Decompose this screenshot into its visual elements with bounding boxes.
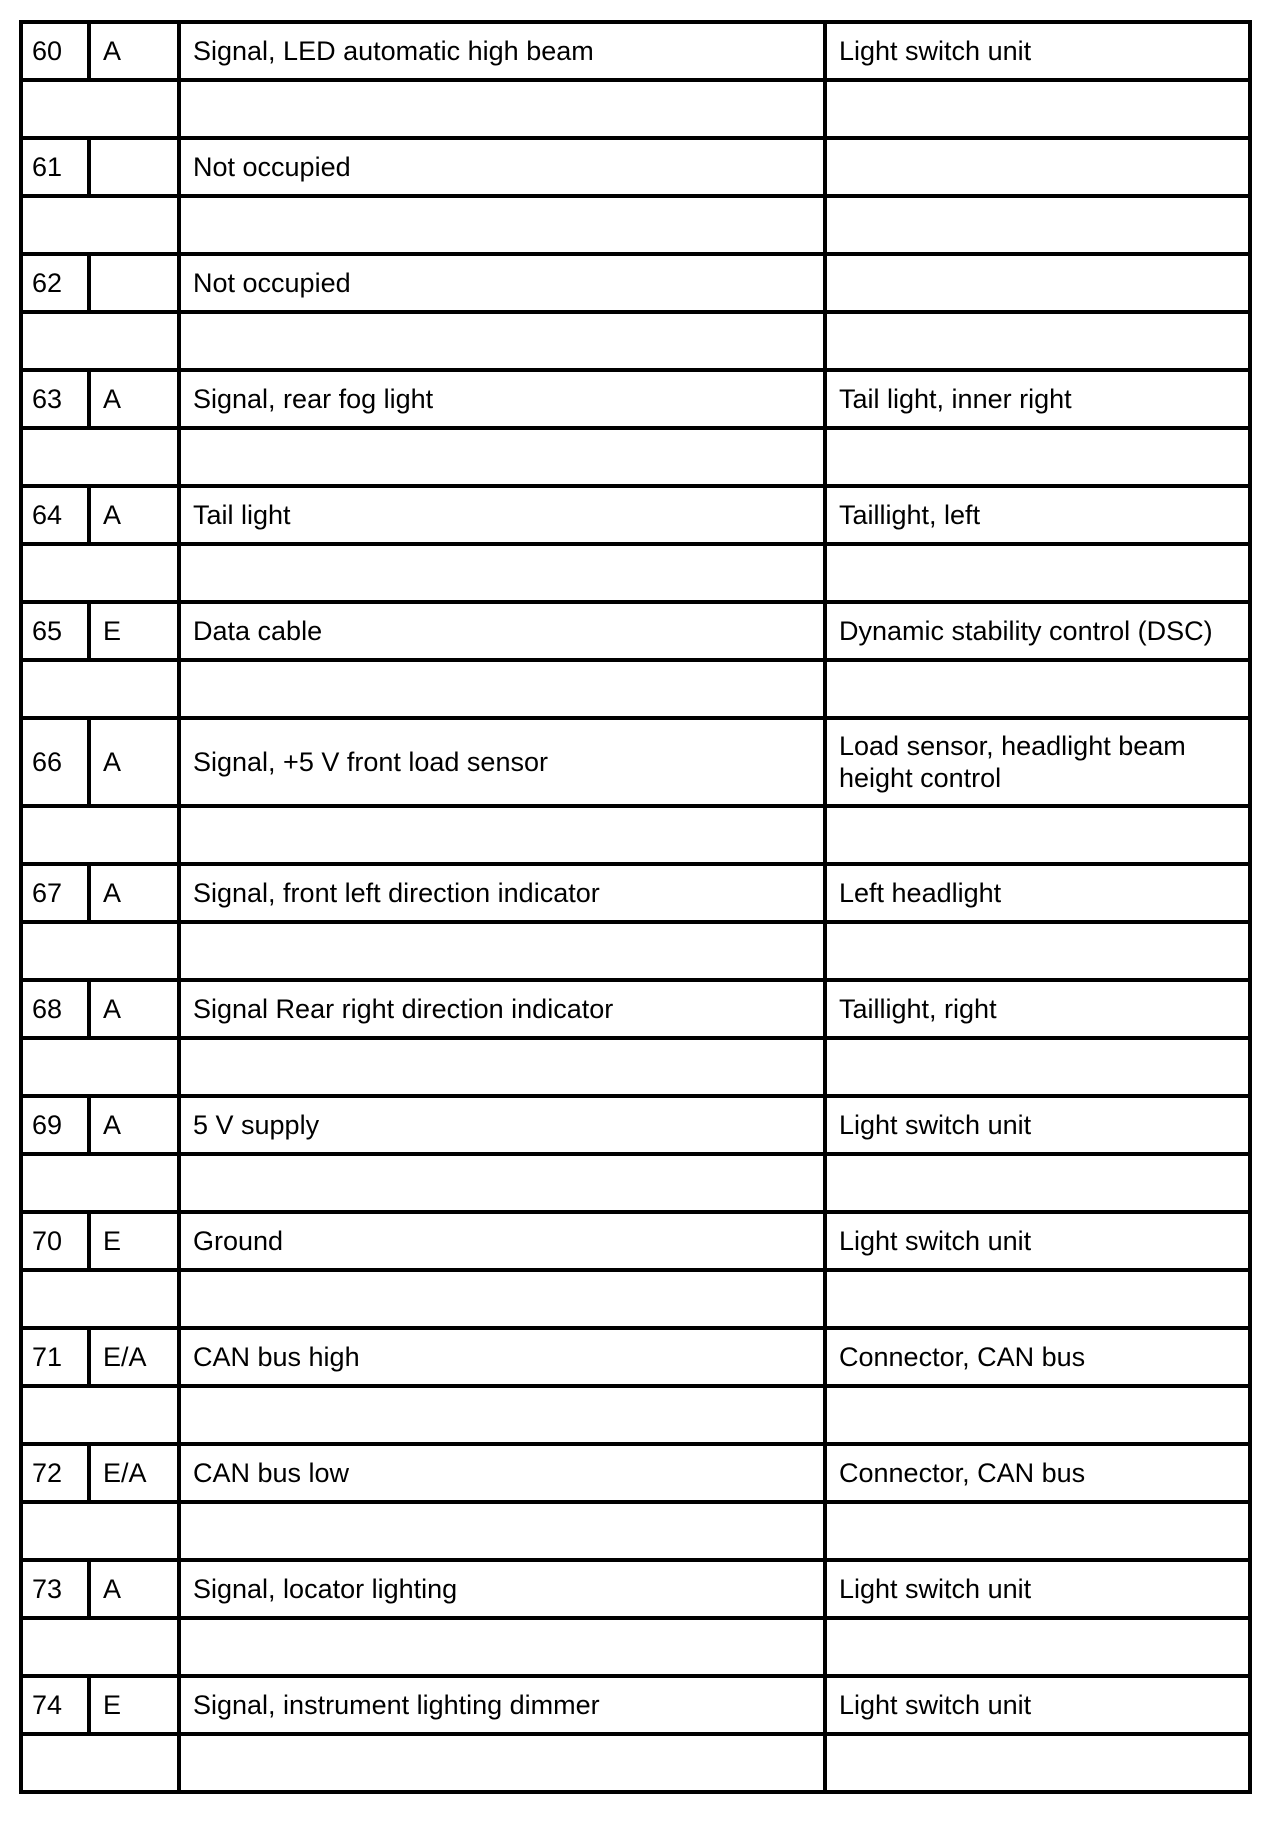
table-row (21, 602, 1250, 660)
empty-cell (179, 1154, 825, 1212)
pin-number-cell: 68 (21, 980, 89, 1038)
empty-cell (825, 922, 1250, 980)
spacer-row (21, 1154, 1250, 1212)
table-row (21, 1676, 1250, 1734)
signal-description-cell: Data cable (179, 602, 825, 660)
empty-cell (179, 428, 825, 486)
component-cell (825, 138, 1250, 196)
signal-description-cell: Signal, +5 V front load sensor (179, 718, 825, 806)
signal-type-cell: A (89, 22, 179, 80)
component-cell: Light switch unit (825, 1212, 1250, 1270)
signal-type-cell (89, 254, 179, 312)
empty-cell (21, 1270, 179, 1328)
empty-cell (179, 80, 825, 138)
spacer-row (21, 312, 1250, 370)
table-row (21, 980, 1250, 1038)
component-cell: Light switch unit (825, 1676, 1250, 1734)
spacer-row (21, 1502, 1250, 1560)
empty-cell (179, 1386, 825, 1444)
signal-description-cell: CAN bus high (179, 1328, 825, 1386)
signal-type-cell: A (89, 370, 179, 428)
empty-cell (21, 806, 179, 864)
signal-type-cell: A (89, 864, 179, 922)
signal-description-cell: Signal, instrument lighting dimmer (179, 1676, 825, 1734)
signal-description-cell: Signal, locator lighting (179, 1560, 825, 1618)
pin-number-cell: 69 (21, 1096, 89, 1154)
empty-cell (21, 80, 179, 138)
pin-number-cell: 62 (21, 254, 89, 312)
signal-type-cell: A (89, 1560, 179, 1618)
component-cell: Light switch unit (825, 22, 1250, 80)
signal-description-cell: Signal, front left direction indicator (179, 864, 825, 922)
table-row (21, 1212, 1250, 1270)
empty-cell (825, 80, 1250, 138)
table-row (21, 718, 1250, 806)
empty-cell (179, 196, 825, 254)
empty-cell (21, 922, 179, 980)
empty-cell (179, 660, 825, 718)
table-row (21, 1560, 1250, 1618)
pin-number-cell: 70 (21, 1212, 89, 1270)
signal-description-cell: Signal, LED automatic high beam (179, 22, 825, 80)
empty-cell (825, 1038, 1250, 1096)
pin-number-cell: 67 (21, 864, 89, 922)
signal-type-cell: A (89, 718, 179, 806)
pin-number-cell: 73 (21, 1560, 89, 1618)
empty-cell (21, 544, 179, 602)
spacer-row (21, 1618, 1250, 1676)
component-cell: Left headlight (825, 864, 1250, 922)
signal-type-cell: A (89, 1096, 179, 1154)
empty-cell (21, 1618, 179, 1676)
pin-number-cell: 60 (21, 22, 89, 80)
pin-number-cell: 64 (21, 486, 89, 544)
table-row (21, 254, 1250, 312)
empty-cell (21, 660, 179, 718)
empty-cell (179, 922, 825, 980)
empty-cell (21, 1038, 179, 1096)
signal-description-cell: CAN bus low (179, 1444, 825, 1502)
table-row (21, 486, 1250, 544)
pin-assignment-table (19, 20, 1252, 1794)
signal-type-cell (89, 138, 179, 196)
empty-cell (179, 1618, 825, 1676)
signal-type-cell: E (89, 602, 179, 660)
empty-cell (825, 1734, 1250, 1792)
spacer-row (21, 196, 1250, 254)
empty-cell (21, 312, 179, 370)
table-row (21, 864, 1250, 922)
empty-cell (21, 1154, 179, 1212)
spacer-row (21, 1270, 1250, 1328)
component-cell: Taillight, right (825, 980, 1250, 1038)
spacer-row (21, 1386, 1250, 1444)
pin-number-cell: 66 (21, 718, 89, 806)
signal-type-cell: A (89, 486, 179, 544)
empty-cell (179, 1502, 825, 1560)
signal-description-cell: 5 V supply (179, 1096, 825, 1154)
component-cell: Light switch unit (825, 1560, 1250, 1618)
empty-cell (179, 1270, 825, 1328)
empty-cell (179, 544, 825, 602)
pin-number-cell: 74 (21, 1676, 89, 1734)
signal-type-cell: E (89, 1212, 179, 1270)
empty-cell (825, 1386, 1250, 1444)
signal-type-cell: A (89, 980, 179, 1038)
empty-cell (825, 428, 1250, 486)
component-cell (825, 254, 1250, 312)
spacer-row (21, 806, 1250, 864)
table-row (21, 370, 1250, 428)
empty-cell (21, 1502, 179, 1560)
pin-number-cell: 65 (21, 602, 89, 660)
table-row (21, 1096, 1250, 1154)
component-cell: Load sensor, headlight beam height control (825, 718, 1250, 806)
component-cell: Tail light, inner right (825, 370, 1250, 428)
empty-cell (825, 1154, 1250, 1212)
component-cell: Connector, CAN bus (825, 1444, 1250, 1502)
empty-cell (825, 806, 1250, 864)
signal-type-cell: E (89, 1676, 179, 1734)
empty-cell (179, 1038, 825, 1096)
table-row (21, 138, 1250, 196)
empty-cell (825, 312, 1250, 370)
empty-cell (825, 1270, 1250, 1328)
component-cell: Light switch unit (825, 1096, 1250, 1154)
empty-cell (21, 1386, 179, 1444)
component-cell: Taillight, left (825, 486, 1250, 544)
empty-cell (21, 428, 179, 486)
pin-number-cell: 71 (21, 1328, 89, 1386)
spacer-row (21, 1734, 1250, 1792)
spacer-row (21, 428, 1250, 486)
component-cell: Dynamic stability control (DSC) (825, 602, 1250, 660)
table-row (21, 22, 1250, 80)
spacer-row (21, 922, 1250, 980)
spacer-row (21, 544, 1250, 602)
signal-description-cell: Tail light (179, 486, 825, 544)
empty-cell (179, 312, 825, 370)
empty-cell (825, 1618, 1250, 1676)
component-cell: Connector, CAN bus (825, 1328, 1250, 1386)
signal-type-cell: E/A (89, 1328, 179, 1386)
table-row (21, 1328, 1250, 1386)
pin-number-cell: 61 (21, 138, 89, 196)
empty-cell (825, 544, 1250, 602)
signal-description-cell: Not occupied (179, 254, 825, 312)
signal-description-cell: Ground (179, 1212, 825, 1270)
pin-number-cell: 72 (21, 1444, 89, 1502)
spacer-row (21, 80, 1250, 138)
empty-cell (21, 196, 179, 254)
signal-description-cell: Signal Rear right direction indicator (179, 980, 825, 1038)
empty-cell (179, 806, 825, 864)
pin-number-cell: 63 (21, 370, 89, 428)
empty-cell (179, 1734, 825, 1792)
signal-type-cell: E/A (89, 1444, 179, 1502)
empty-cell (21, 1734, 179, 1792)
signal-description-cell: Signal, rear fog light (179, 370, 825, 428)
spacer-row (21, 660, 1250, 718)
empty-cell (825, 1502, 1250, 1560)
empty-cell (825, 660, 1250, 718)
table-row (21, 1444, 1250, 1502)
pin-table-body (21, 22, 1250, 1792)
signal-description-cell: Not occupied (179, 138, 825, 196)
empty-cell (825, 196, 1250, 254)
spacer-row (21, 1038, 1250, 1096)
